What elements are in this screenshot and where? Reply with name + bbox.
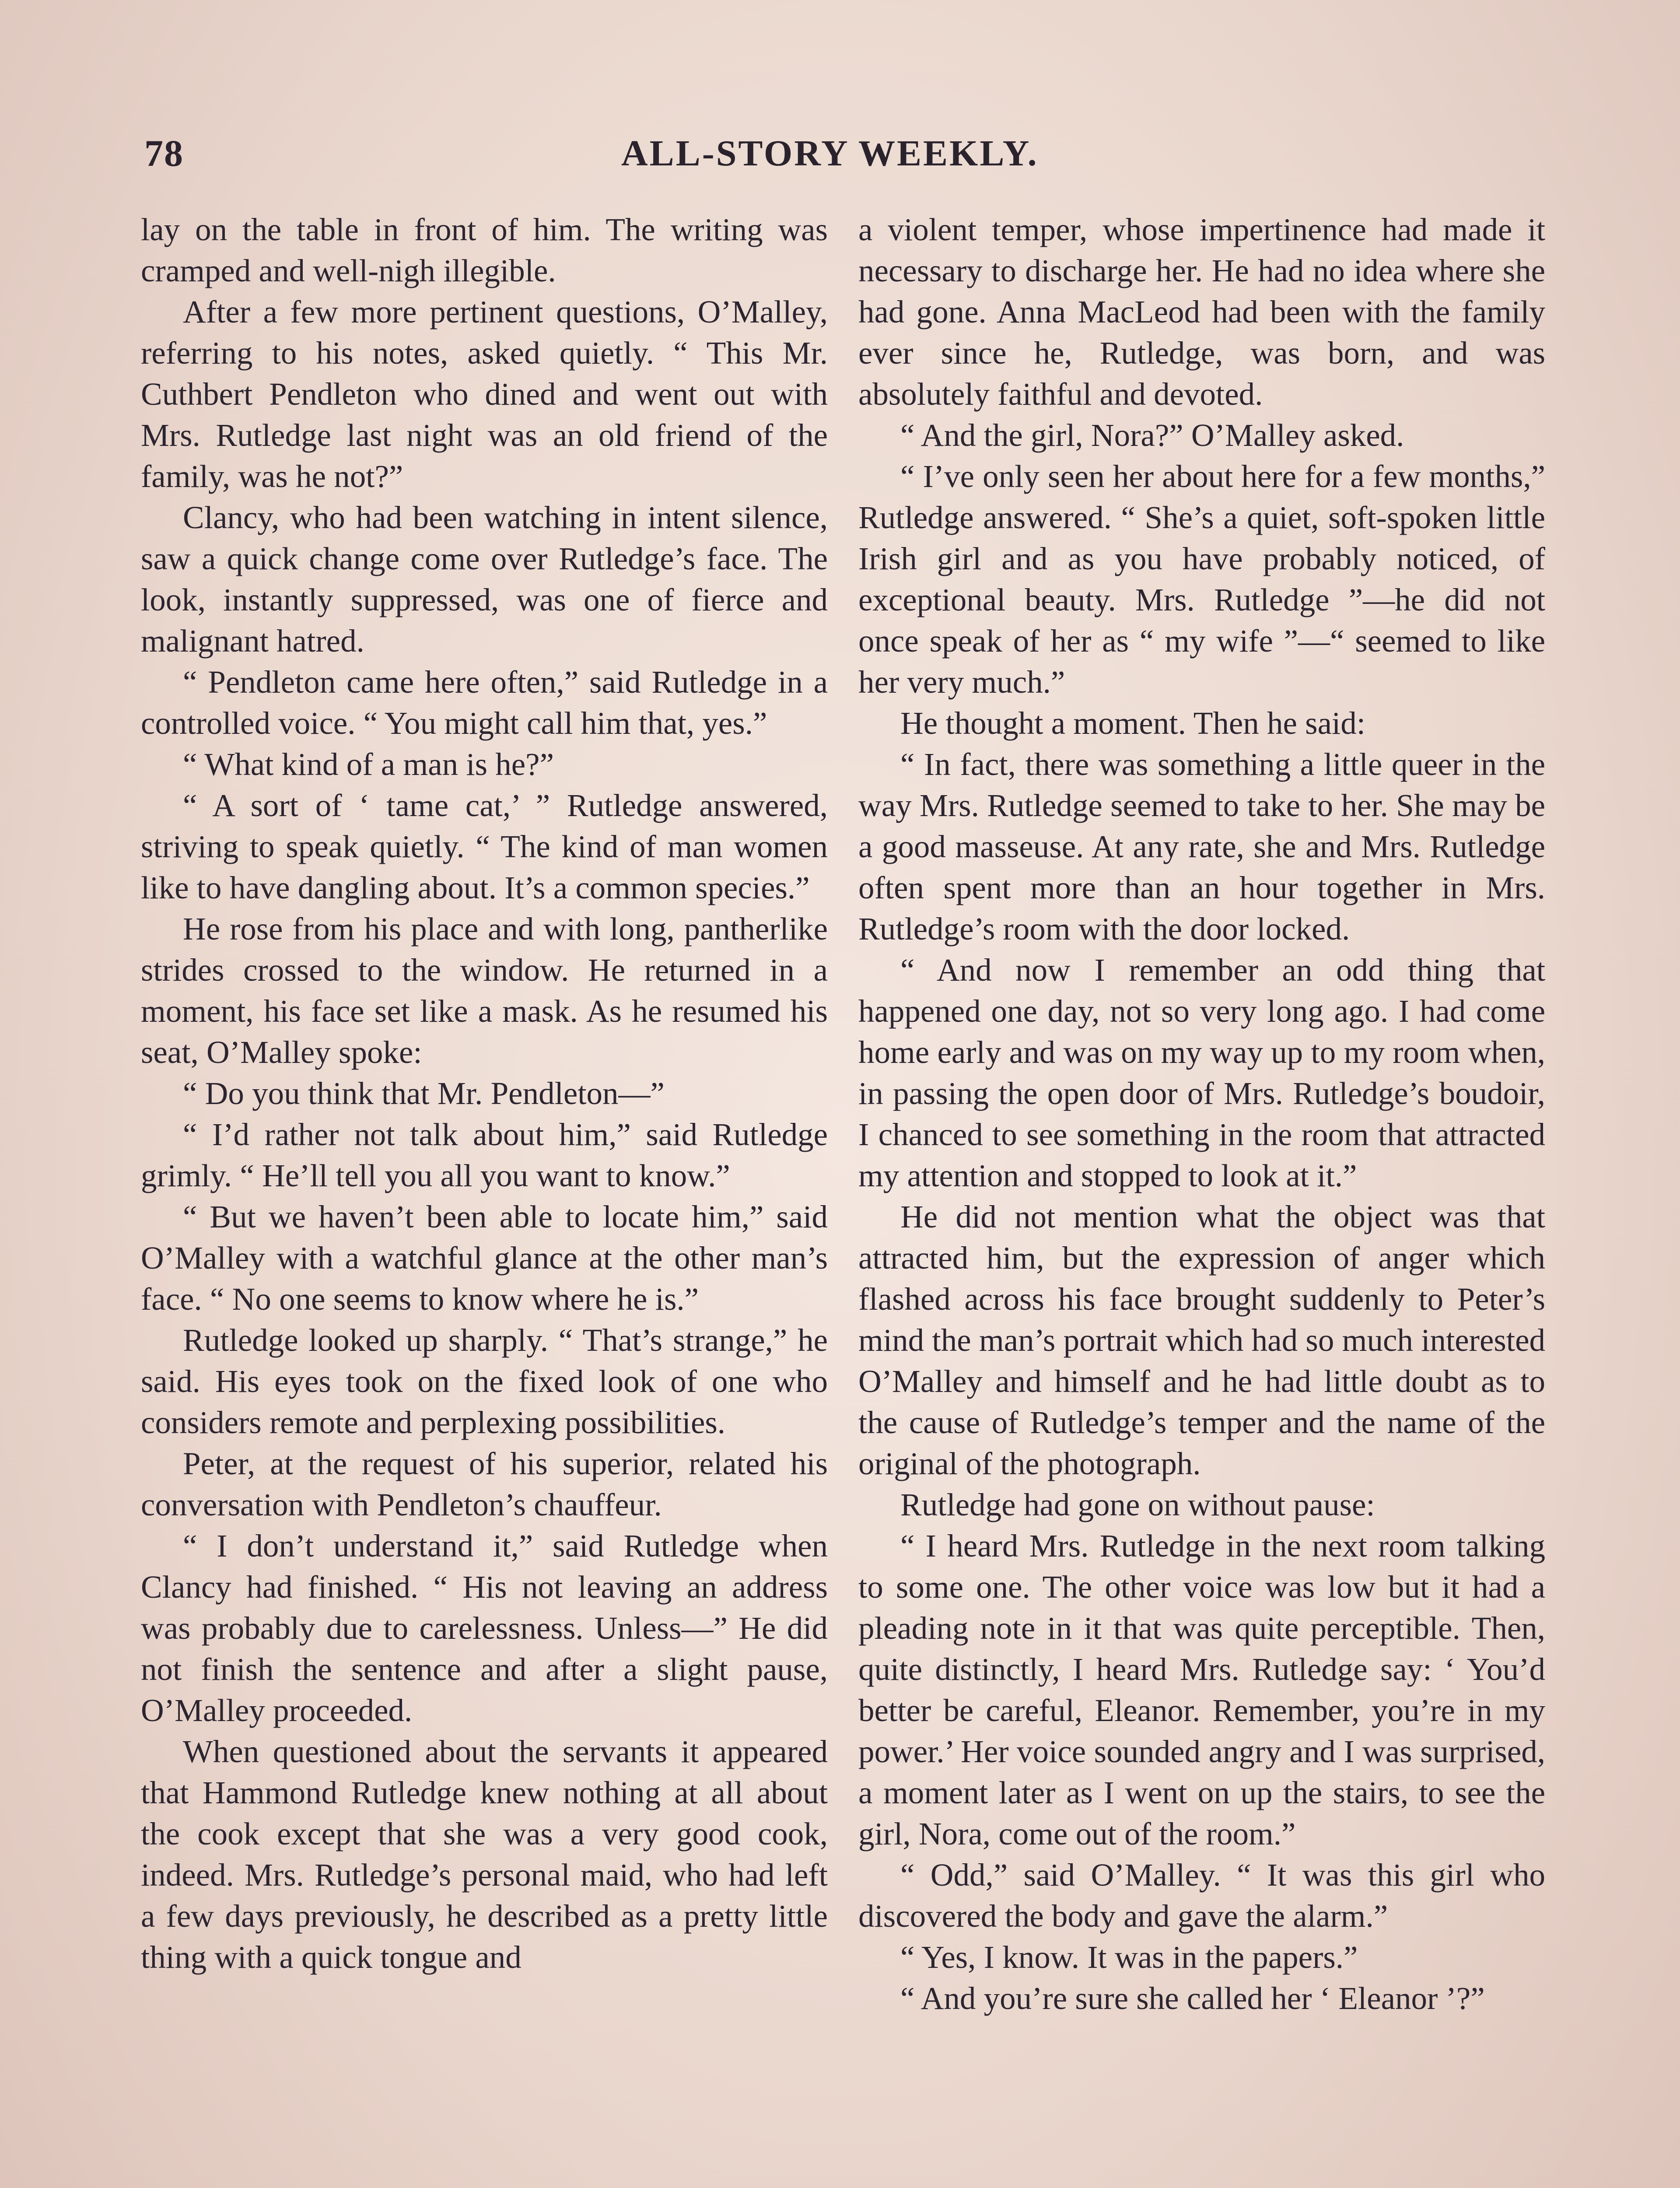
running-head: ALL-STORY WEEKLY.: [621, 133, 1039, 174]
paragraph: After a few more pertinent questions, O’Malley, referring to his notes, asked quietly. “ This Mr. Cuthbert Pendleton who dined and went out with Mrs. Rutledge last night was an old friend of the family, was he not?”: [141, 294, 828, 494]
paragraph: Peter, at the request of his superior, related his conversation with Pendleton’s chauffeur.: [141, 1446, 828, 1522]
paragraph: “ I’ve only seen her about here for a few months,” Rutledge answered. “ She’s a quiet, soft-spoken little Irish girl and as you have probably noticed, of exceptional beauty. Mrs. Rutledge ”—he did not once speak of her as “ my wife ”—“ seemed to like her very much.”: [858, 459, 1545, 700]
page-number: 78: [144, 132, 184, 174]
paragraph: “ A sort of ‘ tame cat,’ ” Rutledge answered, striving to speak quietly. “ The kind of man women like to have dangling about. It’s a common species.”: [141, 788, 828, 905]
paragraph: “ And now I remember an odd thing that happened one day, not so very long ago. I had come home early and was on my way up to my room when, in passing the open door of Mrs. Rutledge’s boudoir, I chanced to see something in the room that attracted my attention and stopped to look at it.”: [858, 952, 1545, 1193]
paragraph: “ Do you think that Mr. Pendleton—”: [183, 1076, 665, 1111]
right-column: [858, 209, 1545, 2019]
paragraph: He did not mention what the object was that attracted him, but the expression of anger which flashed across his face brought suddenly to Peter’s mind the man’s portrait which had so much interested O’Malley and himself and he had little doubt as to the cause of Rutledge’s temper and the name of the original of the photograph.: [858, 1199, 1545, 1481]
left-column: [141, 209, 828, 1978]
paragraph: lay on the table in front of him. The writing was cramped and well-nigh illegible.: [141, 212, 828, 288]
paragraph: Clancy, who had been watching in intent silence, saw a quick change come over Rutledge’s face. The look, instantly suppressed, was one of fierce and malignant hatred.: [141, 500, 828, 659]
paragraph: He thought a moment. Then he said:: [900, 705, 1366, 741]
paragraph: “ In fact, there was something a little queer in the way Mrs. Rutledge seemed to take to her. She may be a good masseuse. At any rate, she and Mrs. Rutledge often spent more than an hour together in Mrs. Rutledge’s room with the door locked.: [858, 747, 1545, 947]
paragraph: a violent temper, whose impertinence had made it necessary to discharge her. He had no idea where she had gone. Anna MacLeod had been with the family ever since he, Rutledge, was born, and was absolutely faithful and devoted.: [858, 212, 1545, 412]
paragraph: “ I don’t understand it,” said Rutledge when Clancy had finished. “ His not leaving an address was probably due to carelessness. Unless—” He did not finish the sentence and after a slight pause, O’Malley proceeded.: [141, 1528, 828, 1728]
paragraph: He rose from his place and with long, pantherlike strides crossed to the window. He returned in a moment, his face set like a mask. As he resumed his seat, O’Malley spoke:: [141, 911, 828, 1070]
paragraph: “ Odd,” said O’Malley. “ It was this girl who discovered the body and gave the alarm.”: [858, 1857, 1545, 1934]
paragraph: Rutledge looked up sharply. “ That’s strange,” he said. His eyes took on the fixed look of one who considers remote and perplexing possibilities.: [141, 1322, 828, 1440]
paragraph: “ Pendleton came here often,” said Rutledge in a controlled voice. “ You might call him that, yes.”: [141, 664, 828, 741]
paragraph: Rutledge had gone on without pause:: [900, 1487, 1375, 1522]
paragraph: “ And the girl, Nora?” O’Malley asked.: [900, 417, 1404, 453]
paragraph: “ But we haven’t been able to locate him,” said O’Malley with a watchful glance at the other man’s face. “ No one seems to know where he is.”: [141, 1199, 828, 1317]
paragraph: “ I heard Mrs. Rutledge in the next room talking to some one. The other voice was low but it had a pleading note in it that was quite perceptible. Then, quite distinctly, I heard Mrs. Rutledge say: ‘ You’d better be careful, Eleanor. Remember, you’re in my power.’ Her voice sounded angry and I was surprised, a moment later as I went on up the stairs, to see the girl, Nora, come out of the room.”: [858, 1528, 1545, 1851]
paragraph: “ And you’re sure she called her ‘ Eleanor ’?”: [900, 1981, 1485, 2016]
paragraph: When questioned about the servants it appeared that Hammond Rutledge knew nothing at all about the cook except that she was a very good cook, indeed. Mrs. Rutledge’s personal maid, who had left a few days previously, he described as a pretty little thing with a quick tongue and: [141, 1734, 828, 1975]
paragraph: “ What kind of a man is he?”: [183, 747, 554, 782]
paragraph: “ Yes, I know. It was in the papers.”: [900, 1939, 1358, 1975]
paragraph: “ I’d rather not talk about him,” said Rutledge grimly. “ He’ll tell you all you want to know.”: [141, 1117, 828, 1193]
